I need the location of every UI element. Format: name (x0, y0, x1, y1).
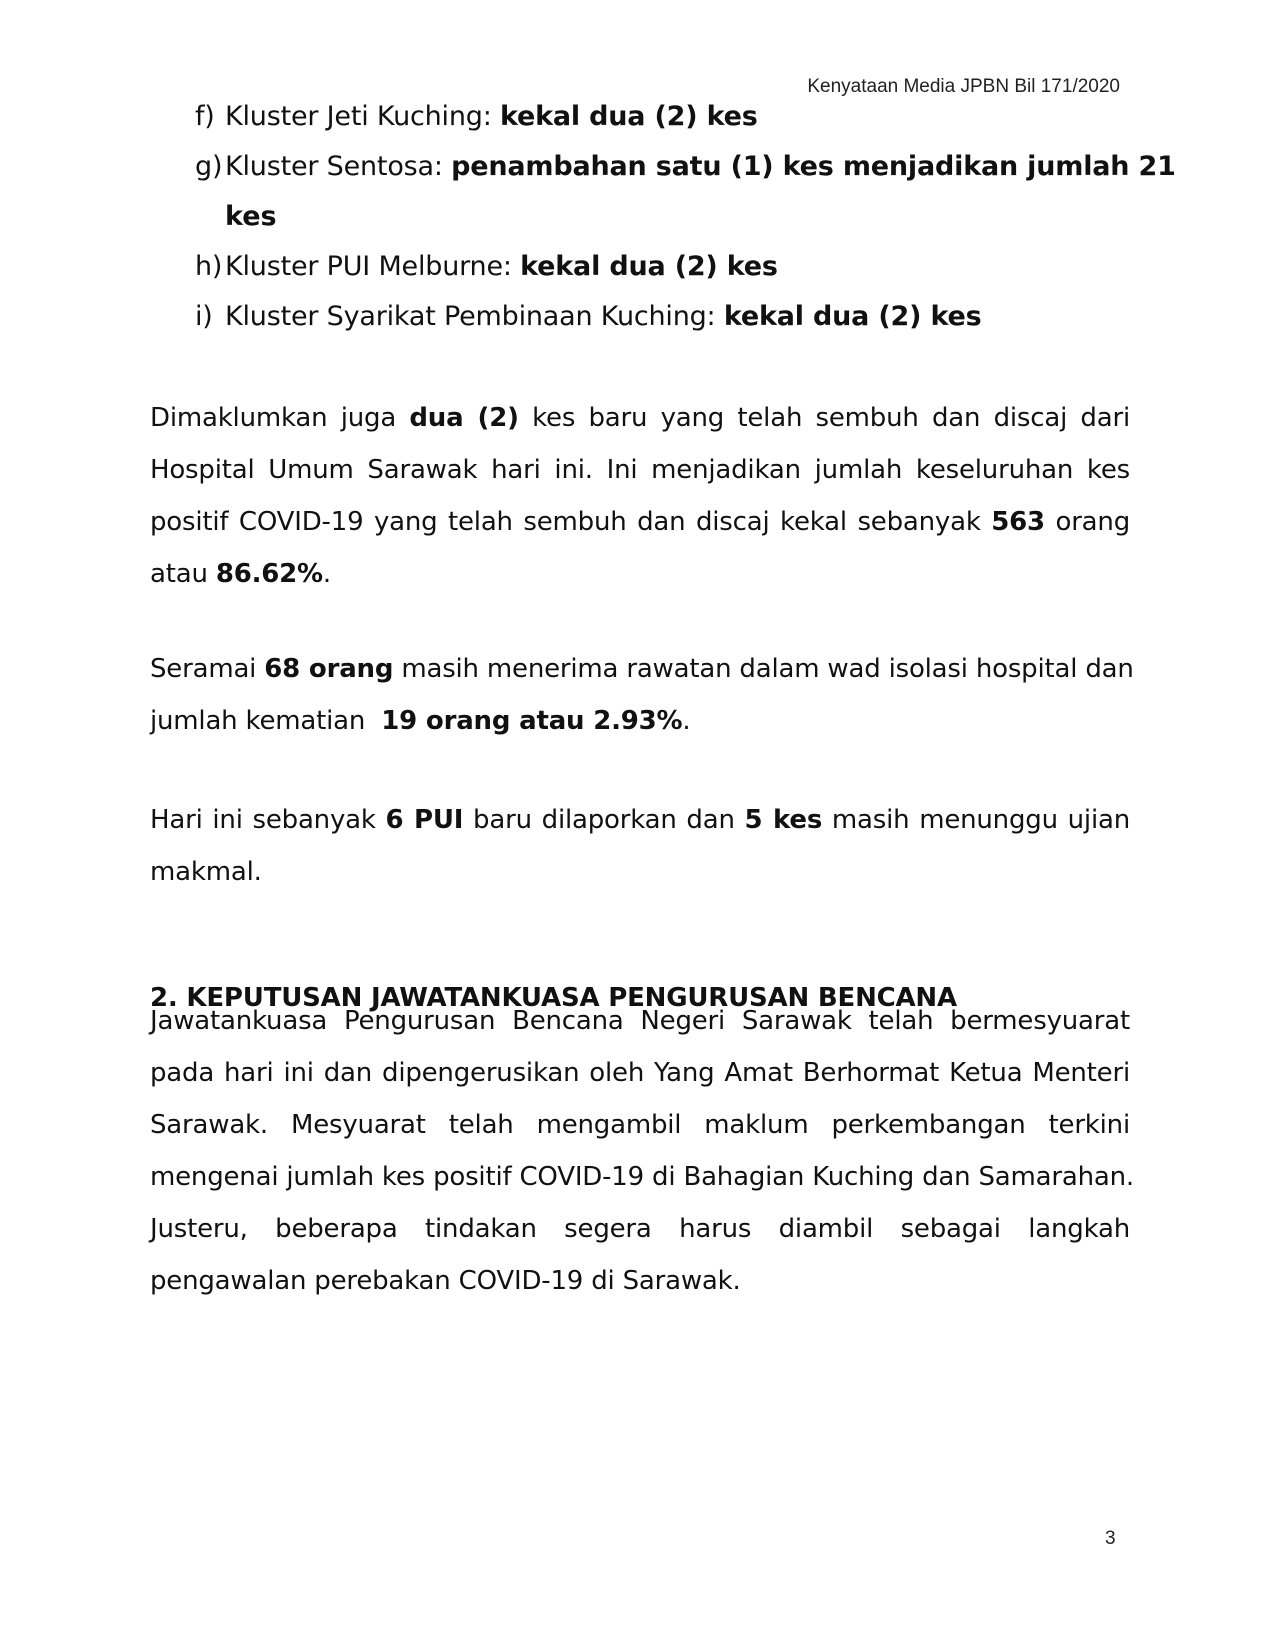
text-run: kes baru yang telah sembuh dan discaj dari (518, 403, 1130, 433)
text-run: atau (150, 559, 216, 589)
document-header: Kenyataan Media JPBN Bil 171/2020 (807, 76, 1120, 97)
bold-run: 19 orang atau 2.93% (381, 706, 683, 736)
text-run: jumlah kematian (150, 706, 382, 736)
list-item-cluster-i (195, 301, 981, 332)
text-run: Seramai (150, 654, 265, 684)
paragraph-line (150, 548, 1130, 600)
cluster-status-continuation: kes (225, 201, 277, 232)
list-marker: f) (195, 101, 215, 132)
text-run: masih menunggu ujian (822, 805, 1130, 835)
treatment-paragraph (150, 643, 1134, 747)
bold-run: dua (2) (409, 403, 519, 433)
list-item-cluster-f (195, 101, 758, 132)
text-run: . (322, 559, 331, 589)
list-marker: i) (195, 301, 213, 332)
paragraph-line (150, 392, 1130, 444)
paragraph-line: pada hari ini dan dipengerusikan oleh Yang Amat Berhormat Ketua Menteri (150, 1058, 1130, 1088)
paragraph-line: pengawalan perebakan COVID-19 di Sarawak. (150, 1266, 741, 1296)
paragraph-line (150, 643, 1134, 695)
text-run: Hari ini sebanyak (150, 805, 386, 835)
cluster-status: kekal dua (2) kes (499, 101, 758, 132)
page-number: 3 (1105, 1528, 1116, 1549)
bold-run: 6 PUI (385, 805, 464, 835)
list-item-cluster-h (195, 251, 778, 282)
recovery-paragraph (150, 392, 1130, 600)
bold-run: 68 orang (264, 654, 394, 684)
cluster-label: Kluster Jeti Kuching: (225, 101, 500, 132)
cluster-status: kekal dua (2) kes (723, 301, 982, 332)
text-run: positif COVID-19 yang telah sembuh dan discaj kekal sebanyak (150, 507, 992, 537)
paragraph-line: Justeru, beberapa tindakan segera harus diambil sebagai langkah (150, 1214, 1130, 1244)
paragraph-line: makmal. (150, 857, 262, 887)
list-marker: g) (195, 151, 223, 182)
text-run: Dimaklumkan juga (150, 403, 410, 433)
paragraph-line: Jawatankuasa Pengurusan Bencana Negeri Sarawak telah bermesyuarat (150, 1006, 1130, 1036)
list-item-cluster-g (195, 151, 1176, 182)
bold-run: 86.62% (215, 559, 323, 589)
bold-run: 5 kes (744, 805, 823, 835)
bold-run: 563 (991, 507, 1045, 537)
section-heading: 2. KEPUTUSAN JAWATANKUASA PENGURUSAN BENCANA (150, 983, 957, 1013)
cluster-label: Kluster Syarikat Pembinaan Kuching: (225, 301, 724, 332)
paragraph-line: Sarawak. Mesyuarat telah mengambil maklum perkembangan terkini (150, 1110, 1130, 1140)
paragraph-line: mengenai jumlah kes positif COVID-19 di Bahagian Kuching dan Samarahan. (150, 1162, 1134, 1192)
section2-paragraph (150, 995, 1134, 1307)
list-marker: h) (195, 251, 223, 282)
paragraph-line: Hospital Umum Sarawak hari ini. Ini menjadikan jumlah keseluruhan kes (150, 455, 1130, 485)
pui-paragraph (150, 794, 1130, 898)
cluster-status: kekal dua (2) kes (520, 251, 778, 282)
cluster-label: Kluster PUI Melburne: (225, 251, 521, 282)
paragraph-line (150, 695, 1130, 747)
cluster-label: Kluster Sentosa: (225, 151, 452, 182)
text-run: orang (1044, 507, 1131, 537)
text-run: masih menerima rawatan dalam wad isolasi hospital dan (393, 654, 1134, 684)
paragraph-line (150, 496, 1130, 548)
text-run: . (682, 706, 691, 736)
cluster-status: penambahan satu (1) kes menjadikan jumlah 21 (451, 151, 1176, 182)
text-run: baru dilaporkan dan (463, 805, 745, 835)
paragraph-line (150, 794, 1130, 846)
